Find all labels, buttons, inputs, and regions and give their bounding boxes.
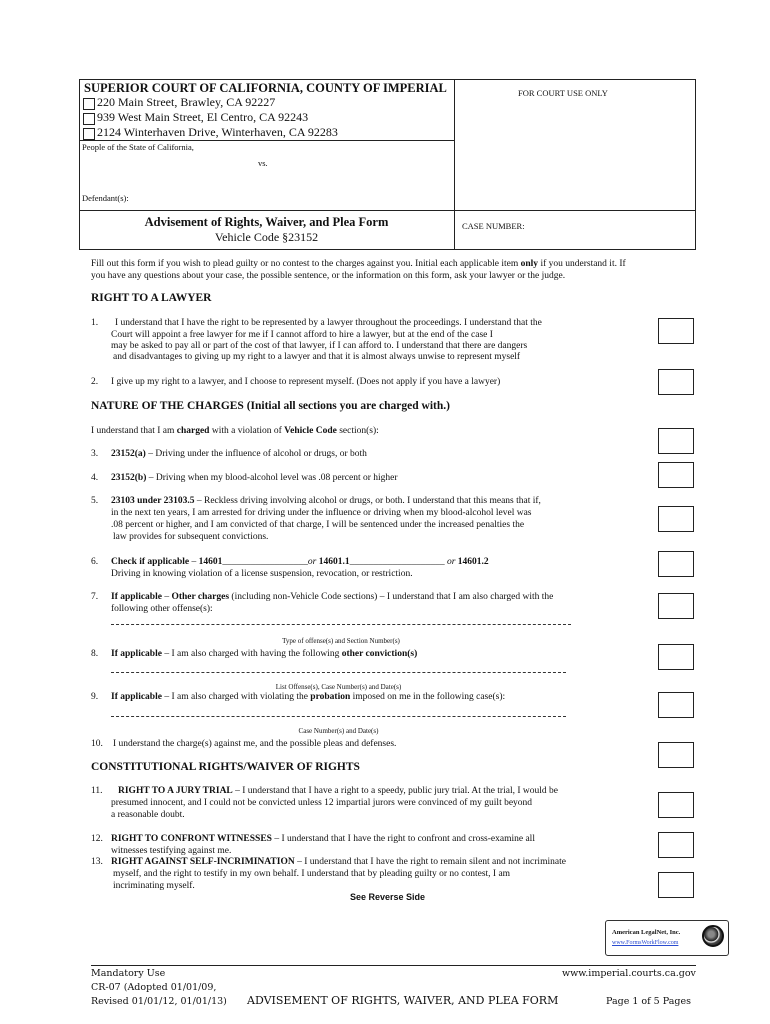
probation-cases-field[interactable] — [111, 716, 566, 717]
item-2-text: I give up my right to a lawyer, and I choose to represent myself. (Does not apply if you have a lawyer) — [111, 377, 501, 387]
see-reverse-side: See Reverse Side — [350, 892, 426, 902]
item-6-text: Check if applicable – 14601__________________or 14601.1____________________ or 14601.2 — [111, 557, 489, 567]
initial-box-6[interactable] — [658, 551, 694, 577]
item-number: 2. — [91, 377, 99, 387]
american-legalnet-badge[interactable] — [605, 920, 729, 956]
item-11-text: RIGHT TO A JURY TRIAL – I understand that I have a right to a speedy, public jury trial. At the trial, I would be — [118, 786, 558, 796]
initial-box-11[interactable] — [658, 792, 694, 818]
initial-box-9[interactable] — [658, 692, 694, 718]
item-5-first: 23103 under 23103.5 – Reckless driving involving alcohol or drugs, or both. I understand that this means that if, — [111, 496, 541, 506]
item-3-text: 23152(a) – Driving under the influence of alcohol or drugs, or both — [111, 449, 367, 459]
initial-box-1[interactable] — [658, 318, 694, 344]
footer-rule — [91, 965, 696, 966]
item-number: 13. — [91, 857, 103, 867]
item-1-line: and disadvantages to giving up my right to a lawyer and that it is almost always unwise to represent myself — [113, 352, 521, 362]
item-number: 6. — [91, 557, 99, 567]
section-heading-charges: NATURE OF THE CHARGES (Initial all sections you are charged with.) — [91, 400, 450, 412]
location-brawley: 220 Main Street, Brawley, CA 92227 — [97, 95, 276, 109]
initial-box-7[interactable] — [658, 593, 694, 619]
footer-revised: Revised 01/01/12, 01/01/13) — [91, 996, 227, 1007]
item-1-line: Court will appoint a free lawyer for me if I cannot afford to hire a lawyer, but at the end of the case I — [111, 330, 493, 340]
initial-box-5[interactable] — [658, 506, 694, 532]
other-convictions-caption: List Offense(s), Case Number(s) and Date(s) — [275, 683, 402, 691]
item-13-line: incriminating myself. — [113, 881, 195, 891]
intro-line-2: you have any questions about your case, the possible sentence, or the information on this form, ask your lawyer or the judge. — [91, 271, 566, 281]
badge-url[interactable]: www.FormsWorkFlow.com — [612, 940, 679, 946]
initial-box-12[interactable] — [658, 832, 694, 858]
initial-box-8[interactable] — [658, 644, 694, 670]
footer-form-number: CR-07 (Adopted 01/01/09, — [91, 982, 217, 993]
item-number: 9. — [91, 692, 99, 702]
item-number: 4. — [91, 473, 99, 483]
probation-cases-caption: Case Number(s) and Date(s) — [298, 727, 379, 735]
item-number: 5. — [91, 496, 99, 506]
charges-lead: I understand that I am charged with a violation of Vehicle Code section(s): — [91, 426, 379, 436]
vs-label: vs. — [258, 158, 268, 168]
other-convictions-field[interactable] — [111, 672, 566, 673]
header-divider — [80, 140, 454, 141]
item-5-line: in the next ten years, I am arrested for driving under the influence or driving when my blood-alcohol level was — [111, 508, 532, 518]
location-checkbox-el-centro[interactable] — [83, 113, 95, 125]
footer-page-number: Page 1 of 5 Pages — [606, 996, 691, 1007]
badge-name: American LegalNet, Inc. — [612, 929, 681, 936]
item-11-line: presumed innocent, and I could not be convicted unless 12 impartial jurors were convinced of my guilt beyond — [111, 798, 533, 808]
section-heading-constitutional: CONSTITUTIONAL RIGHTS/WAIVER OF RIGHTS — [91, 761, 360, 773]
form-title: Advisement of Rights, Waiver, and Plea Form — [144, 215, 389, 229]
item-number: 12. — [91, 834, 103, 844]
item-12-line-2: witnesses testifying against me. — [111, 846, 232, 856]
initial-box-13[interactable] — [658, 872, 694, 898]
footer-mandatory: Mandatory Use — [91, 968, 166, 979]
item-6-line-2: Driving in knowing violation of a license suspension, revocation, or restriction. — [111, 569, 413, 579]
item-number: 10. — [91, 739, 103, 749]
case-number-label: CASE NUMBER: — [462, 221, 525, 231]
item-1-line: may be asked to pay all or part of the cost of that lawyer, if I can afford to. I understand that there are dangers — [111, 341, 528, 351]
initial-box-3[interactable] — [658, 462, 694, 488]
initial-box-lead[interactable] — [658, 428, 694, 454]
location-winterhaven: 2124 Winterhaven Drive, Winterhaven, CA 92283 — [97, 125, 338, 139]
globe-icon — [702, 925, 724, 947]
item-12-text: RIGHT TO CONFRONT WITNESSES – I understand that I have the right to confront and cross-examine all — [111, 834, 535, 844]
people-label: People of the State of California, — [82, 142, 194, 152]
item-13-text: RIGHT AGAINST SELF-INCRIMINATION – I understand that I have the right to remain silent and not incriminate — [111, 857, 566, 867]
item-number: 11. — [91, 786, 103, 796]
defendant-label: Defendant(s): — [82, 193, 129, 203]
other-offenses-field[interactable] — [111, 624, 571, 625]
item-number: 3. — [91, 449, 99, 459]
location-el-centro: 939 West Main Street, El Centro, CA 92243 — [97, 110, 309, 124]
item-4-text: 23152(b) – Driving when my blood-alcohol level was .08 percent or higher — [111, 473, 398, 483]
item-number: 8. — [91, 649, 99, 659]
item-5-line: law provides for subsequent convictions. — [113, 532, 269, 542]
item-number: 1. — [91, 318, 99, 328]
form-subtitle: Vehicle Code §23152 — [214, 230, 319, 244]
court-title: SUPERIOR COURT OF CALIFORNIA, COUNTY OF IMPERIAL — [84, 81, 447, 95]
footer-form-title: ADVISEMENT OF RIGHTS, WAIVER, AND PLEA FORM — [247, 994, 559, 1007]
footer-website[interactable]: www.imperial.courts.ca.gov — [562, 968, 696, 979]
item-number: 7. — [91, 592, 99, 602]
intro-line-1: Fill out this form if you wish to plead guilty or no contest to the charges against you. Initial each applicable item only if you understand it. If — [91, 259, 626, 269]
initial-box-2[interactable] — [658, 369, 694, 395]
item-10-text: I understand the charge(s) against me, and the possible pleas and defenses. — [113, 739, 397, 749]
location-checkbox-winterhaven[interactable] — [83, 128, 95, 140]
item-5-line: .08 percent or higher, and I am convicted of that charge, I will be sentenced under the increased penalties the — [111, 520, 525, 530]
item-11-line: a reasonable doubt. — [111, 810, 185, 820]
court-use-label: FOR COURT USE ONLY — [518, 88, 608, 98]
section-heading-lawyer: RIGHT TO A LAWYER — [91, 292, 212, 304]
item-9-text: If applicable – I am also charged with violating the probation imposed on me in the following case(s): — [111, 692, 506, 702]
item-1-line: I understand that I have the right to be represented by a lawyer throughout the proceedings. I understand that the — [115, 318, 542, 328]
initial-box-10[interactable] — [658, 742, 694, 768]
location-checkbox-brawley[interactable] — [83, 98, 95, 110]
item-7-text: If applicable – Other charges (including non-Vehicle Code sections) – I understand that I am also charged with the — [111, 592, 554, 602]
item-7-line-2: following other offense(s): — [111, 604, 213, 614]
item-13-line: myself, and the right to testify in my own behalf. I understand that by pleading guilty or no contest, I am — [113, 869, 511, 879]
item-8-text: If applicable – I am also charged with having the following other conviction(s) — [111, 649, 418, 659]
other-offenses-caption: Type of offense(s) and Section Number(s) — [282, 637, 400, 645]
